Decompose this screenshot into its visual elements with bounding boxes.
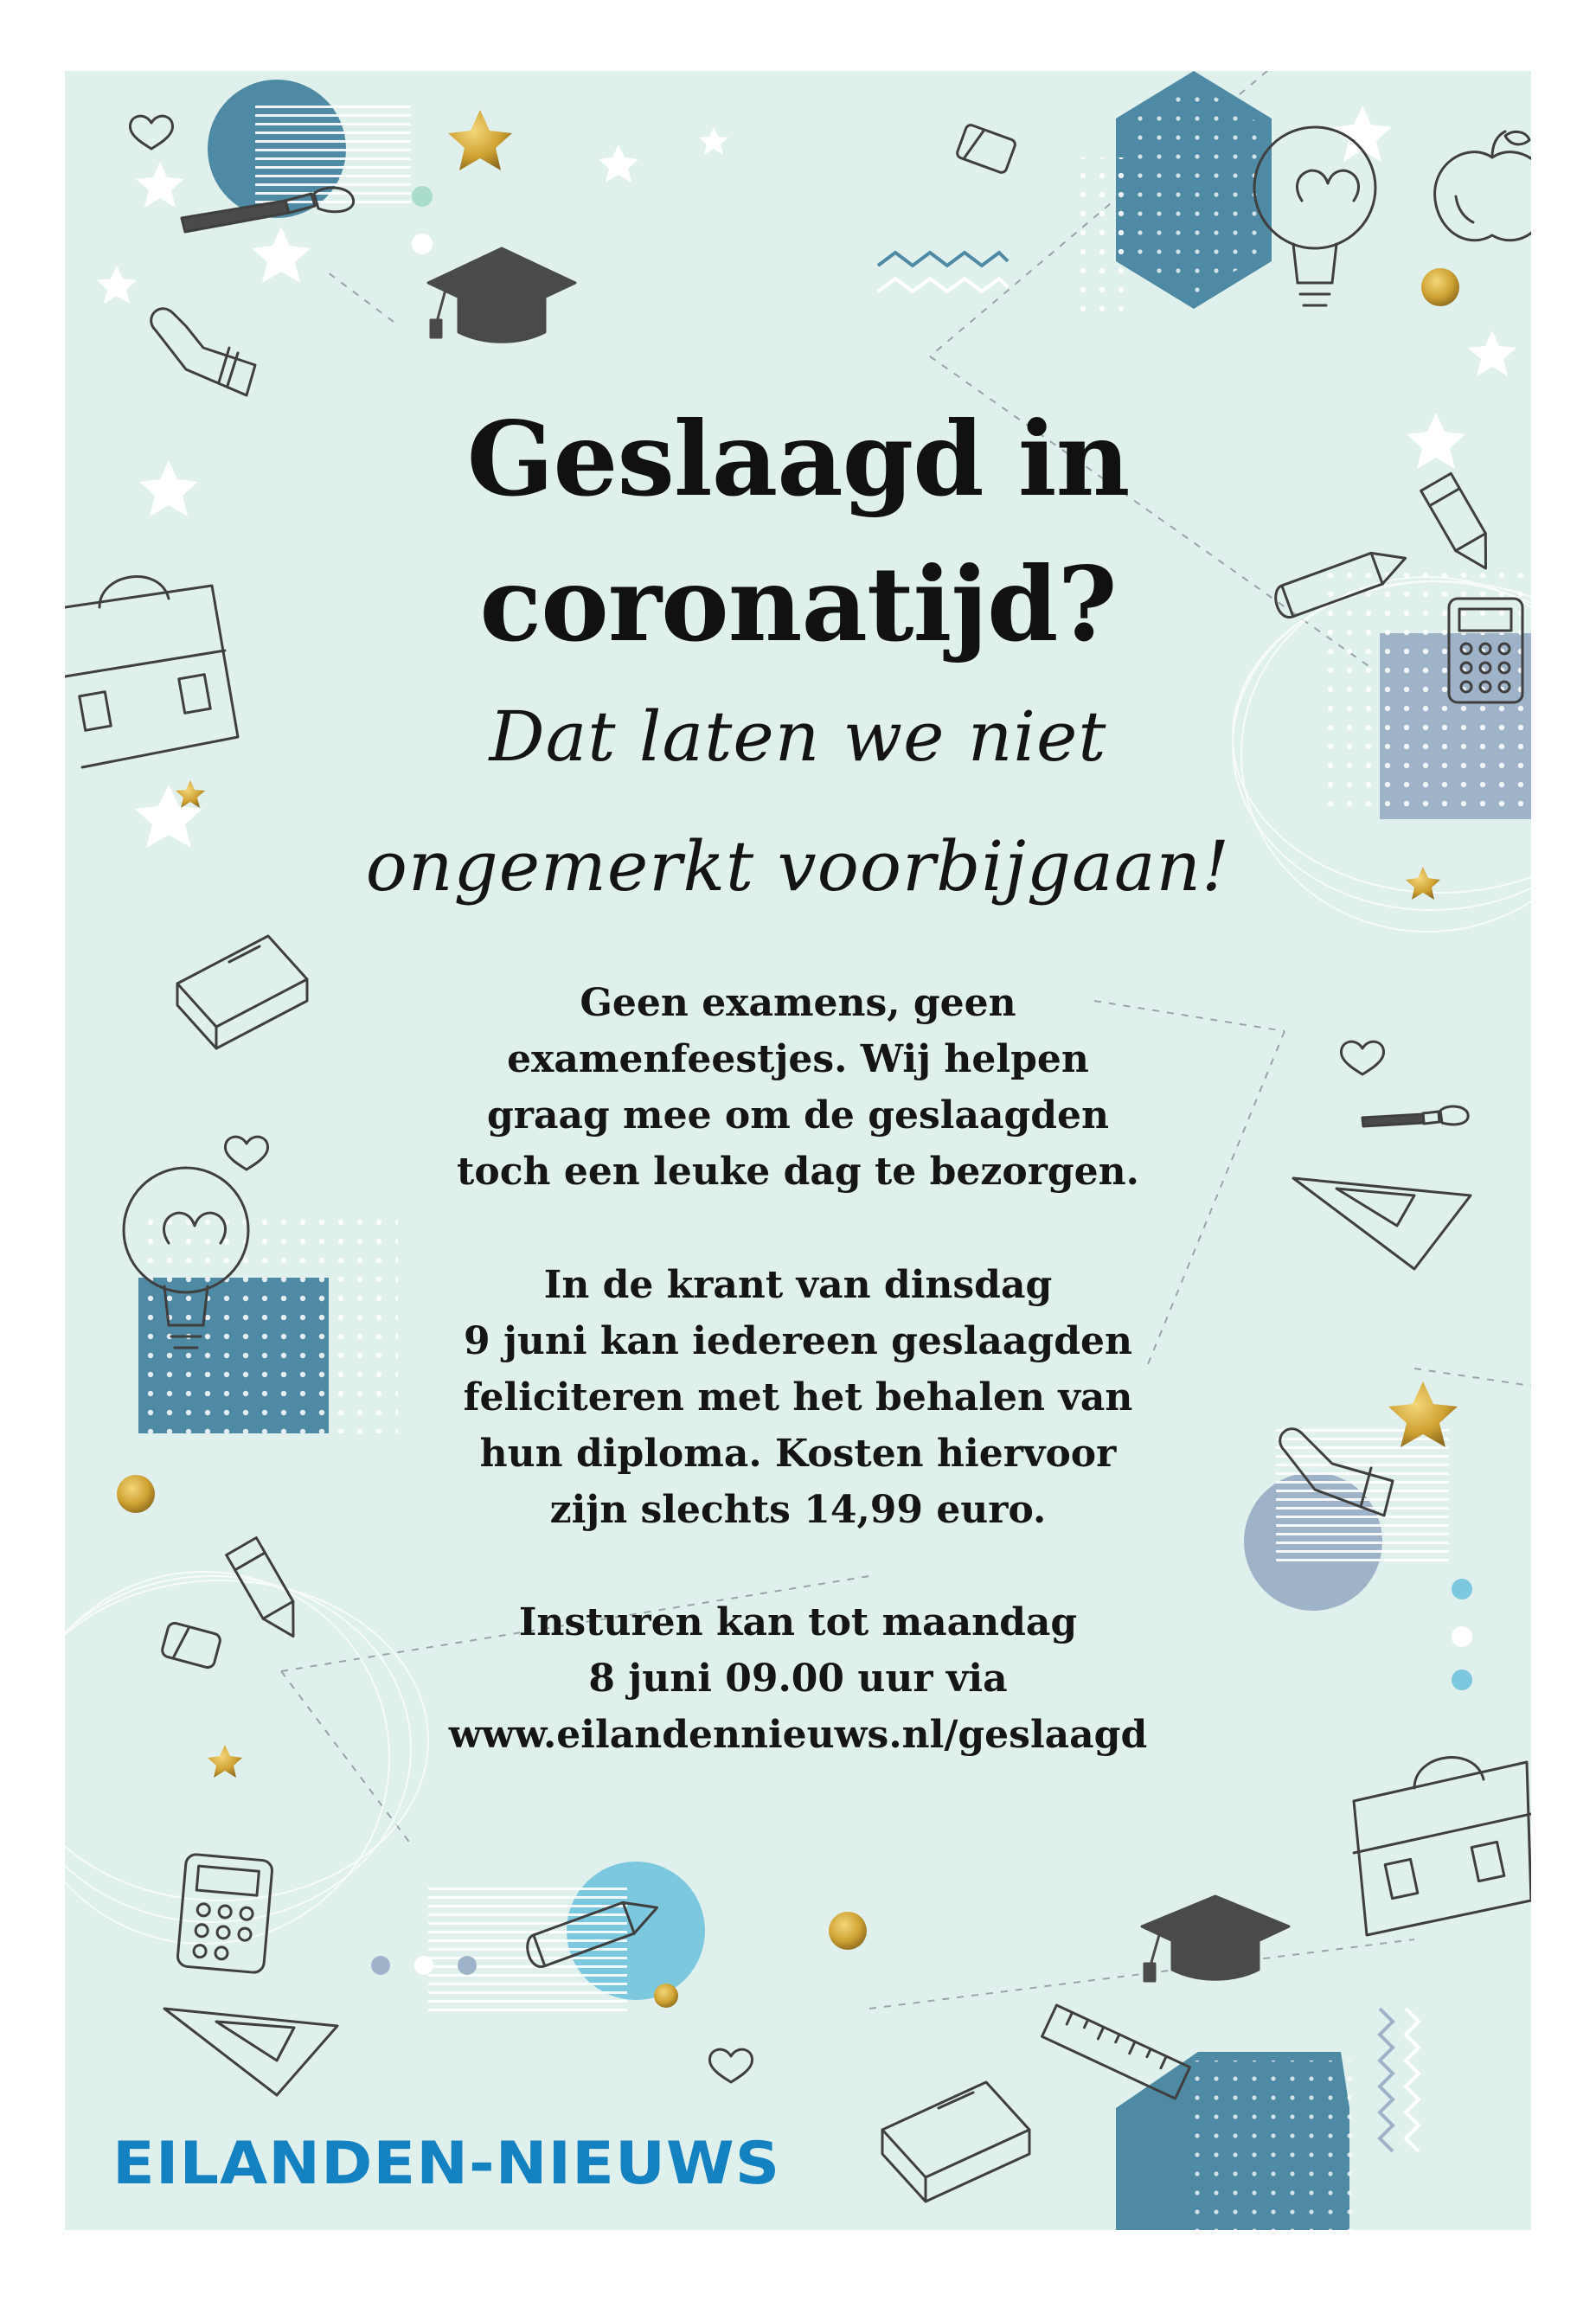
heart-icon bbox=[225, 1137, 267, 1170]
set-square-icon bbox=[1293, 1178, 1471, 1269]
subheadline bbox=[65, 672, 1531, 932]
dotted-hexagon bbox=[1068, 71, 1272, 322]
brand-logo: EILANDEN-NIEUWS bbox=[112, 2130, 781, 2198]
heart-icon bbox=[1341, 1042, 1383, 1074]
headline-line-1: Geslaagd in bbox=[466, 399, 1130, 519]
paragraph-line: In de krant van dinsdag bbox=[543, 1263, 1053, 1307]
striped-circle bbox=[208, 80, 411, 218]
paragraph-line: zijn slechts 14,99 euro. bbox=[549, 1488, 1047, 1532]
paragraph-line: graag mee om de geslaagden bbox=[487, 1093, 1109, 1138]
briefcase-icon bbox=[1354, 1758, 1531, 1935]
paragraph-line: toch een leuke dag te bezorgen. bbox=[457, 1150, 1139, 1194]
paragraph-intro bbox=[368, 975, 1228, 1200]
paragraph-line: feliciteren met het behalen van bbox=[463, 1375, 1133, 1420]
paragraph-line: Insturen kan tot maandag bbox=[518, 1600, 1078, 1644]
graduation-cap-icon bbox=[1142, 1896, 1289, 1981]
submission-url[interactable]: www.eilandennieuws.nl/geslaagd bbox=[448, 1713, 1148, 1757]
apple-icon bbox=[1435, 131, 1531, 240]
poster bbox=[65, 71, 1531, 2230]
paragraph-line: examenfeestjes. Wij helpen bbox=[507, 1037, 1089, 1081]
dotted-hexagon bbox=[1116, 2052, 1354, 2230]
paint-tube-icon bbox=[151, 309, 255, 395]
paragraph-submission bbox=[368, 1594, 1228, 1763]
paragraph-line: 8 juni 09.00 uur via bbox=[588, 1657, 1008, 1701]
heart-icon bbox=[709, 2049, 752, 2082]
striped-circle bbox=[1244, 1429, 1449, 1611]
calculator-icon bbox=[177, 1854, 273, 1973]
subheadline-line-1: Dat laten we niet bbox=[489, 696, 1107, 777]
eraser-icon bbox=[956, 124, 1016, 174]
subheadline-line-2: ongemerkt voorbijgaan! bbox=[365, 826, 1231, 907]
graduation-cap-icon bbox=[428, 248, 575, 342]
headline-line-2: coronatijd? bbox=[479, 544, 1117, 664]
paintbrush-icon bbox=[1362, 1106, 1468, 1126]
book-icon bbox=[882, 2082, 1029, 2202]
headline bbox=[65, 387, 1531, 677]
paragraph-line: Geen examens, geen bbox=[580, 981, 1016, 1025]
paragraph-line: 9 juni kan iedereen geslaagden bbox=[464, 1319, 1132, 1363]
heart-icon bbox=[130, 116, 172, 149]
eraser-icon bbox=[161, 1622, 221, 1670]
paragraph-offer bbox=[368, 1257, 1228, 1538]
book-icon bbox=[177, 936, 307, 1048]
set-square-icon bbox=[164, 2009, 337, 2095]
lightbulb-icon bbox=[1254, 127, 1375, 305]
paragraph-line: hun diploma. Kosten hiervoor bbox=[479, 1432, 1117, 1476]
